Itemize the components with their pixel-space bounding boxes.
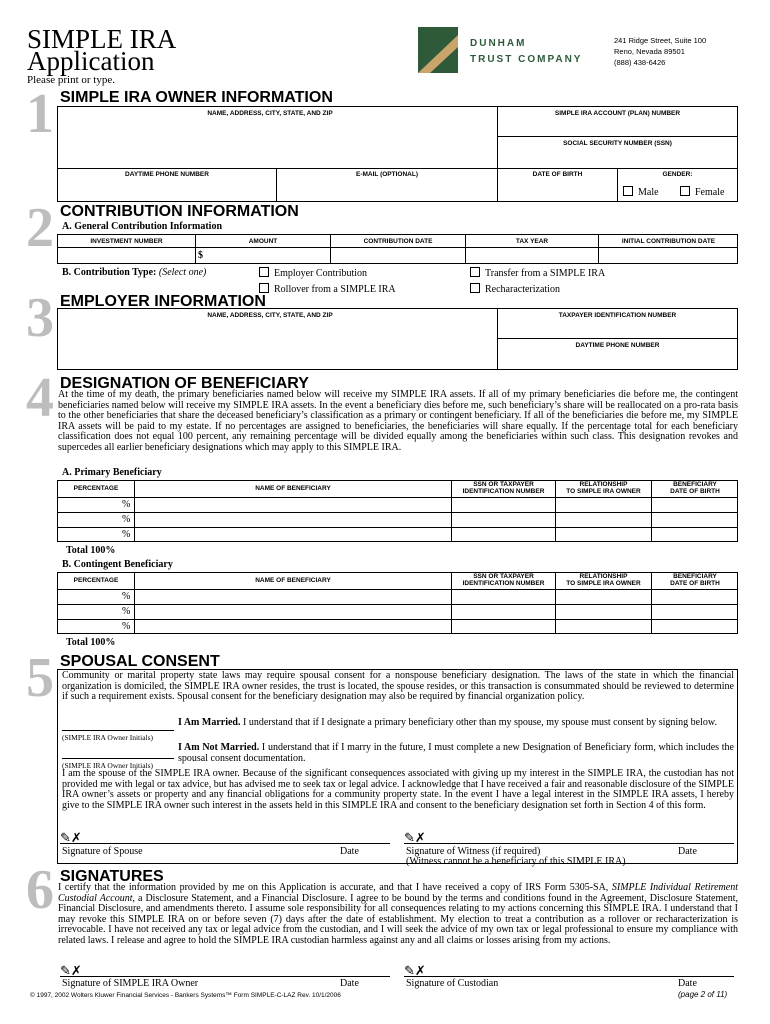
- primary-name-field-3[interactable]: [136, 529, 449, 541]
- primary-col-ssn-line1: SSN OR TAXPAYER: [473, 481, 534, 488]
- owner-signature-label: Signature of SIMPLE IRA Owner: [62, 978, 199, 989]
- employer-tin-field[interactable]: [500, 320, 735, 336]
- form-instructions: Please print or type.: [27, 74, 115, 86]
- contingent-col-name: NAME OF BENEFICIARY: [255, 577, 331, 584]
- owner-name-address-field[interactable]: [60, 120, 494, 165]
- contingent-name-field-1[interactable]: [136, 591, 449, 603]
- spouse-acknowledgement: I am the spouse of the SIMPLE IRA owner. Because of the significant consequences associated with giving up my interest in the SIMPLE IRA, the custodian has not provided me with legal or tax advice, but has advised me to seek tax or legal advice. I acknowledge that I have received a fair and reasonable disclosure of the SIMPLE IRA owner’s assets or property and any financial obligations for a community property state. In the event I have a legal interest in the SIMPLE IRA assets, I hereby give to the SIMPLE IRA owner such interest in the assets held in this SIMPLE IRA and consent to the beneficiary designation set forth in Section 4 of this form.: [62, 768, 734, 811]
- section-heading-employer: EMPLOYER INFORMATION: [60, 293, 266, 310]
- contingent-name-field-3[interactable]: [136, 621, 449, 633]
- contingent-col-ssn: [452, 573, 555, 587]
- section-heading-owner: SIMPLE IRA OWNER INFORMATION: [60, 89, 333, 106]
- primary-col-dob-line2: DATE OF BIRTH: [670, 488, 720, 495]
- daytime-phone-label: DAYTIME PHONE NUMBER: [125, 171, 209, 178]
- primary-name-field-2[interactable]: [136, 514, 449, 526]
- option-recharacterization[interactable]: [470, 283, 560, 295]
- col-contribution-date: CONTRIBUTION DATE: [363, 238, 433, 245]
- contingent-pct-1: %: [122, 591, 131, 602]
- employer-phone-field[interactable]: [500, 352, 735, 368]
- married-heading: I Am Married.: [178, 717, 241, 728]
- dollar-sign: $: [198, 250, 203, 261]
- section-number-4: 4: [26, 367, 54, 429]
- section-heading-spousal-consent: SPOUSAL CONSENT: [60, 653, 220, 670]
- married-text: I understand that if I designate a primary beneficiary other than my spouse, my spouse must consent by signing below.: [240, 717, 717, 728]
- beneficiary-paragraph: At the time of my death, the primary beneficiaries named below will receive my SIMPLE IRA assets. If all of my primary beneficiaries die before me, the contingent beneficiaries named below will receive my SIMPLE IRA assets. In the event a beneficiary dies before me, such beneficiary’s share will be reallocated on a pro-rata basis to the other beneficiaries that share the deceased beneficiary’s classification as a primary or contingent beneficiary. If all of the beneficiaries die before me, my SIMPLE IRA assets will be paid to my estate. If no percentages are assigned to beneficiaries, the beneficiaries will share equally. If the percentage total for each beneficiary classification does not equal 100 percent, any remaining percentage will be divided equally among the beneficiaries within such class. This designation revokes and supercedes all earlier beneficiary designations which may apply to this SIMPLE IRA.: [58, 389, 738, 453]
- section-number-5: 5: [26, 647, 54, 709]
- copyright-footer: © 1997, 2002 Wolters Kluwer Financial Services - Bankers Systems™ Form SIMPLE-C-LAZ Rev. 10/1/2006: [30, 992, 341, 999]
- ssn-field[interactable]: [500, 150, 735, 166]
- employer-name-address-field[interactable]: [60, 322, 494, 367]
- pen-icon: ✎✗: [404, 830, 426, 845]
- primary-col-name: NAME OF BENEFICIARY: [255, 485, 331, 492]
- contribution-type-hint: (Select one): [158, 267, 207, 278]
- section-heading-beneficiary: DESIGNATION OF BENEFICIARY: [60, 375, 309, 392]
- contingent-percentage-field-2[interactable]: [59, 606, 119, 618]
- owner-date-label: Date: [340, 978, 359, 989]
- employer-name-label: NAME, ADDRESS, CITY, STATE, AND ZIP: [207, 312, 333, 319]
- not-married-text: I understand that if I marry in the future, I must complete a new Designation of Beneficiary form, which includes the spousal consent documentation.: [178, 742, 734, 764]
- spouse-signature-label: Signature of Spouse: [62, 846, 143, 857]
- primary-col-dob: [652, 481, 738, 495]
- section-number-2: 2: [26, 197, 54, 259]
- contingent-total: Total 100%: [66, 637, 116, 648]
- company-address-city: Reno, Nevada 89501: [614, 47, 685, 56]
- contingent-col-ssn-line1: SSN OR TAXPAYER: [473, 573, 534, 580]
- gender-male-option[interactable]: [623, 186, 659, 198]
- col-investment-number: INVESTMENT NUMBER: [90, 238, 163, 245]
- married-initials-label: (SIMPLE IRA Owner Initials): [62, 733, 154, 742]
- page-number: (page 2 of 11): [678, 990, 728, 999]
- contingent-pct-3: %: [122, 621, 131, 632]
- spouse-signature-field[interactable]: [84, 830, 389, 843]
- contingent-percentage-field-1[interactable]: [59, 591, 119, 603]
- col-initial-contribution-date: INITIAL CONTRIBUTION DATE: [621, 238, 716, 245]
- amount-field[interactable]: [208, 249, 328, 262]
- company-phone: (888) 438-6426: [614, 58, 666, 67]
- initial-contribution-date-field[interactable]: [601, 249, 735, 262]
- company-name-line2: TRUST COMPANY: [470, 54, 583, 65]
- female-checkbox[interactable]: [680, 186, 690, 196]
- tax-year-field[interactable]: [468, 249, 596, 262]
- primary-col-rel-line2: TO SIMPLE IRA OWNER: [566, 488, 641, 495]
- ssn-label: SOCIAL SECURITY NUMBER (SSN): [563, 140, 672, 147]
- gender-label: GENDER:: [662, 171, 693, 178]
- not-married-initials-label: (SIMPLE IRA Owner Initials): [62, 761, 154, 770]
- employer-tin-label: TAXPAYER IDENTIFICATION NUMBER: [558, 312, 677, 319]
- contingent-percentage-field-3[interactable]: [59, 621, 119, 633]
- section-number-1: 1: [26, 83, 54, 145]
- primary-pct-3: %: [122, 529, 131, 540]
- company-logo: [418, 27, 458, 73]
- section-heading-contribution: CONTRIBUTION INFORMATION: [60, 203, 299, 220]
- married-initials-field[interactable]: [62, 718, 174, 730]
- contingent-col-relationship: [556, 573, 651, 587]
- contingent-pct-2: %: [122, 606, 131, 617]
- male-label: Male: [638, 187, 659, 198]
- option-transfer[interactable]: [470, 267, 605, 279]
- primary-beneficiary-heading: A. Primary Beneficiary: [62, 467, 162, 478]
- signatures-certification: [58, 883, 738, 946]
- female-label: Female: [695, 187, 725, 198]
- primary-percentage-field-2[interactable]: [59, 514, 119, 526]
- form-title: SIMPLE IRA: [27, 24, 177, 54]
- primary-name-field-1[interactable]: [136, 499, 449, 511]
- recharacterization-label: Recharacterization: [485, 284, 560, 295]
- contingent-col-dob-line1: BENEFICIARY: [673, 573, 717, 580]
- company-name-line1: DUNHAM: [470, 38, 527, 49]
- primary-pct-2: %: [122, 514, 131, 525]
- primary-col-relationship: [556, 481, 651, 495]
- certification-text-b: , a Disclosure Statement, and a Financial Disclosure. I agree to be bound by the terms and conditions found in the Agreement, Disclosure Statement, Financial Disclosure, and amendments thereto. I assume sole responsibility for all consequences relating to my actions concerning this SIMPLE IRA. I understand that I may revoke this SIMPLE IRA on or before seven (7) days after the date of establishment. My election to treat a contribution as a rollover or recharacterization is irrevocable. I have not received any tax or legal advice from the custodian, and I will seek the advice of my own tax or legal professional to ensure my compliance with related laws. I release and agree to hold the SIMPLE IRA custodian harmless against any and all claims or losses arising from my actions.: [58, 892, 738, 946]
- custodian-signature-label: Signature of Custodian: [406, 978, 499, 989]
- recharacterization-checkbox[interactable]: [470, 283, 480, 293]
- col-amount: AMOUNT: [248, 238, 278, 245]
- primary-total: Total 100%: [66, 545, 116, 556]
- contingent-col-ssn-line2: IDENTIFICATION NUMBER: [462, 580, 545, 587]
- witness-signature-field[interactable]: [428, 830, 733, 843]
- certification-form-name: SIMPLE Individual Retirement Custodial Account: [58, 882, 738, 904]
- primary-percentage-field-1[interactable]: [59, 499, 119, 511]
- married-statement: [178, 718, 734, 729]
- gender-female-option[interactable]: [680, 186, 724, 198]
- primary-pct-1: %: [122, 499, 131, 510]
- contingent-col-percentage: PERCENTAGE: [73, 577, 119, 584]
- primary-col-ssn: [452, 481, 555, 495]
- contribution-type-title: B. Contribution Type:: [62, 267, 157, 278]
- custodian-signature-field[interactable]: [428, 963, 733, 976]
- primary-col-dob-line1: BENEFICIARY: [673, 481, 717, 488]
- male-checkbox[interactable]: [623, 186, 633, 196]
- custodian-date-label: Date: [678, 978, 697, 989]
- pen-icon: ✎✗: [60, 830, 82, 845]
- email-field[interactable]: [279, 180, 495, 200]
- contingent-col-dob: [652, 573, 738, 587]
- witness-note: (Witness cannot be a beneficiary of this SIMPLE IRA): [406, 856, 626, 867]
- spousal-consent-intro: Community or marital property state laws may require spousal consent for a nonspouse beneficiary designation. The laws of the state in which the financial organization is domiciled, the SIMPLE IRA owner resides, the trust is located, the spouse resides, or this transaction is consummated should be reviewed to determine if such a requirement exists. Spousal consent for the beneficiary designation may also be required by financial organization policy.: [62, 670, 734, 702]
- primary-col-rel-line1: RELATIONSHIP: [579, 481, 628, 488]
- general-contribution-heading: A. General Contribution Information: [62, 221, 222, 232]
- owner-signature-field[interactable]: [84, 963, 389, 976]
- col-tax-year: TAX YEAR: [515, 238, 549, 245]
- contingent-col-dob-line2: DATE OF BIRTH: [670, 580, 720, 587]
- section-number-3: 3: [26, 287, 54, 349]
- investment-number-field[interactable]: [60, 249, 192, 262]
- section-heading-signatures: SIGNATURES: [60, 868, 164, 885]
- not-married-heading: I Am Not Married.: [178, 742, 260, 753]
- form-title-line2: Application: [27, 46, 155, 76]
- contribution-type-label: [62, 267, 206, 278]
- primary-col-percentage: PERCENTAGE: [73, 485, 119, 492]
- option-rollover[interactable]: [259, 283, 396, 295]
- transfer-label: Transfer from a SIMPLE IRA: [485, 268, 606, 279]
- spouse-date-label: Date: [340, 846, 359, 857]
- email-label: E-MAIL (OPTIONAL): [356, 171, 418, 178]
- primary-col-ssn-line2: IDENTIFICATION NUMBER: [462, 488, 545, 495]
- not-married-statement: [178, 743, 734, 764]
- certification-text-a: I certify that the information provided by me on this Application is accurate, and that I have received a copy of IRS Form 5305-SA,: [58, 882, 612, 893]
- transfer-checkbox[interactable]: [470, 267, 480, 277]
- contribution-date-field[interactable]: [333, 249, 463, 262]
- employer-contribution-checkbox[interactable]: [259, 267, 269, 277]
- pen-icon: ✎✗: [60, 963, 82, 978]
- dob-label: DATE OF BIRTH: [532, 171, 583, 178]
- rollover-label: Rollover from a SIMPLE IRA: [274, 284, 396, 295]
- contingent-col-rel-line2: TO SIMPLE IRA OWNER: [566, 580, 641, 587]
- pen-icon: ✎✗: [404, 963, 426, 978]
- contingent-beneficiary-heading: B. Contingent Beneficiary: [62, 559, 173, 570]
- contingent-name-field-2[interactable]: [136, 606, 449, 618]
- section-number-6: 6: [26, 859, 54, 921]
- primary-percentage-field-3[interactable]: [59, 529, 119, 541]
- dob-field[interactable]: [500, 180, 615, 200]
- employer-phone-label: DAYTIME PHONE NUMBER: [575, 342, 660, 349]
- account-number-field[interactable]: [500, 118, 735, 134]
- option-employer-contribution[interactable]: [259, 267, 367, 279]
- company-address-street: 241 Ridge Street, Suite 100: [614, 36, 707, 45]
- contingent-col-rel-line1: RELATIONSHIP: [579, 573, 628, 580]
- rollover-checkbox[interactable]: [259, 283, 269, 293]
- employer-contribution-label: Employer Contribution: [274, 268, 368, 279]
- account-number-label: SIMPLE IRA ACCOUNT (PLAN) NUMBER: [554, 110, 681, 117]
- owner-name-label: NAME, ADDRESS, CITY, STATE, AND ZIP: [207, 110, 333, 117]
- witness-date-label: Date: [678, 846, 697, 857]
- witness-signature-label: Signature of Witness (if required): [406, 846, 541, 857]
- not-married-initials-field[interactable]: [62, 746, 174, 758]
- daytime-phone-field[interactable]: [60, 180, 274, 200]
